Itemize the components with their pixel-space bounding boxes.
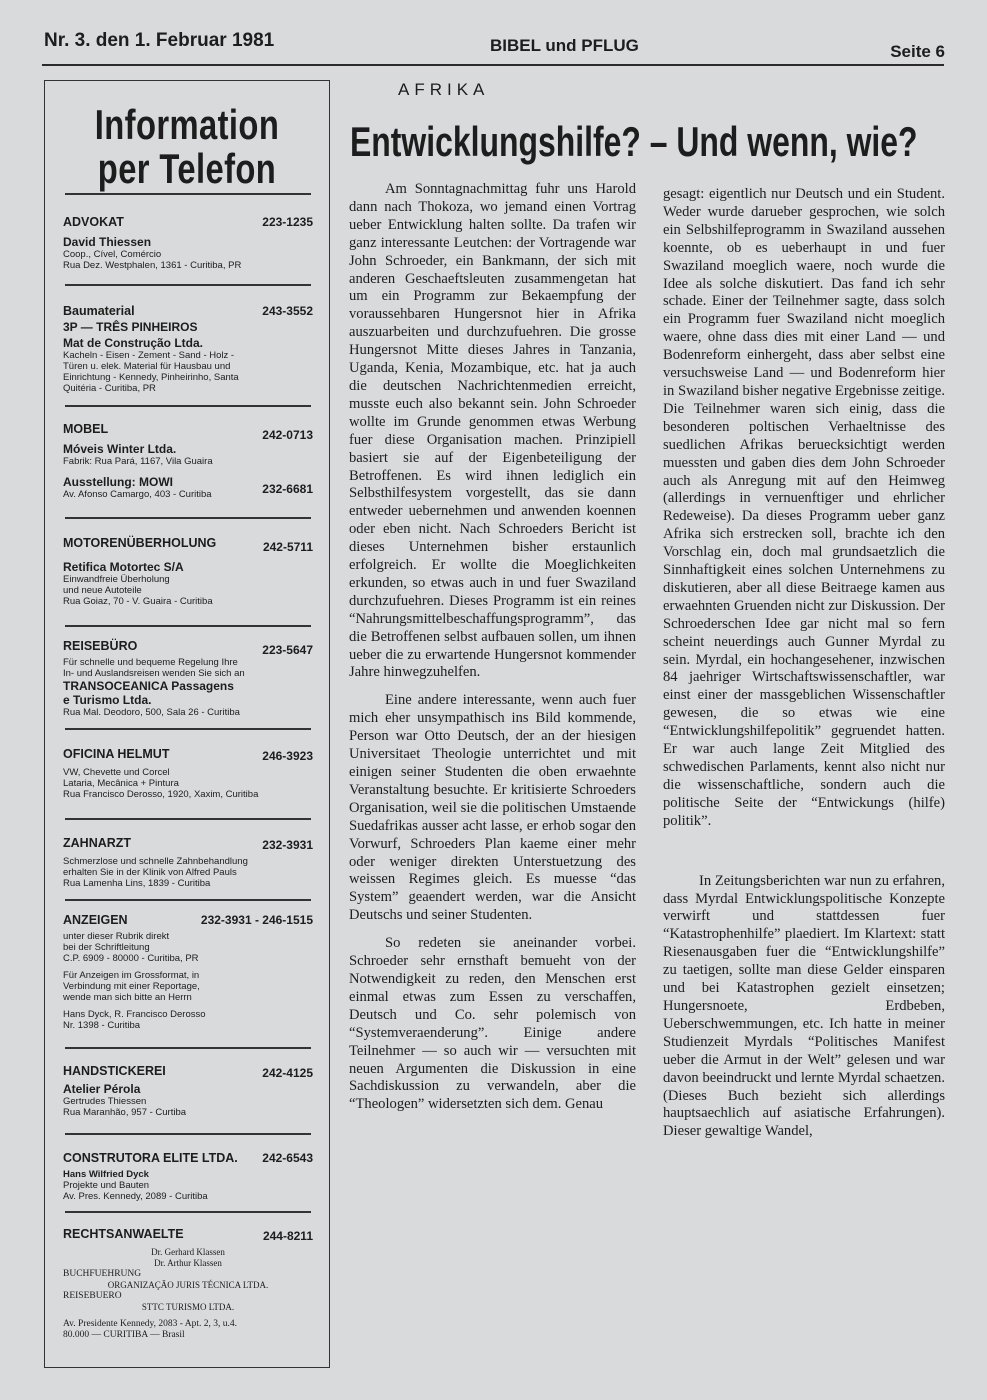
entry-line: und neue Autoteile [63,585,142,596]
directory-entry-mobel [63,422,313,500]
entry-line: Projekte und Bauten [63,1180,150,1191]
entry-phone: 242-4125 [262,1066,313,1080]
entry-line: REISEBUERO [63,1291,122,1301]
article-paragraph: Am Sonntagnachmittag fuhr uns Harold dann nach Thokoza, wo jemand einen Vortrag ueber Entwicklung halten sollte. Da trafen wir ganz interessante Leutchen: der Vortragende war John Schroeder, ein Bankmann, der sich mit anderen Geschaeftsleuten zusammengetan hat um ein Programm zur Bekaempfung der voraussehbaren Hungersnot hier in Afrika auszuarbeiten und durchzufuehren. Die grosse Hungersnot Mitte dieses Jahres in Tanzania, Uganda, Kenia, Mozambique, etc. hat ja auch die deutschen Nachrichtenmedien erreicht, musste euch also bekannt sein. John Schroeder wollte im Grunde genommen etwas Werbung fuer diese Organisation machen. Prinzipiell basiert sie auf der Eigenbeteiligung der Betroffenen. Es wird ihnen lediglich ein Selbsthilfesystem vorgestellt, das sie dann entweder uebernehmen und anwenden koennen oder eben nicht. Nach Schroeders Bericht ist dieses Unternehmen bisher erstaunlich erfolgreich. Er wollte die Moeglichkeiten erkunden, so etwas auch in und fuer Swaziland durchzufuehren. Dieses Programm ist ein reines “Nahrungsmittelbeschaffungsprogramm”, das die Betroffenen selbst aufbauen sollen, um ihnen ueber die zu erwartende Hungersnot kommender Jahre hinwegzuhelfen. [349,181,636,681]
entry-line: Dr. Gerhard Klassen [151,1247,225,1257]
article-headline: Entwicklungshilfe? – Und wenn, wie? [350,118,918,165]
entry-name: TRANSOCEANICA Passagens [63,679,234,693]
entry-phone: 232-3931 - 246-1515 [200,913,313,927]
directory-rule [65,193,311,195]
entry-phone: 223-1235 [262,215,313,229]
entry-phone: 242-6543 [262,1151,313,1165]
entry-phone: 242-5711 [262,540,313,554]
entry-name: Retifica Motortec S/A [63,560,184,574]
directory-rule [65,1047,311,1049]
entry-line: Av. Pres. Kennedy, 2089 - Curitiba [63,1191,208,1202]
directory-title [76,103,298,191]
directory-rule [65,625,311,627]
directory-entry-motoren [63,536,313,607]
entry-line: Rua Dez. Westphalen, 1361 - Curitiba, PR [63,260,242,271]
entry-line: Schmerzlose und schnelle Zahnbehandlung [63,856,248,867]
entry-line: Türen u. elek. Material für Hausbau und [63,361,231,372]
directory-rule [65,1133,311,1135]
entry-phone: 223-5647 [262,643,313,657]
article-paragraph: Eine andere interessante, wenn auch fuer mich eher unsympathisch ins Bild kommende, Person war Otto Deutsch, der an der hiesigen Universitaet Theologie unterrichtet und mit einigen seiner Studenten die oben erwaehnte Veranstaltung besuchte. Er kritisierte Schroeders Organisation, weil sie die politischen Umstaende Suedafrikas ausser acht lasse, er erhob sogar den Vorwurf, Schroeders Plan kaeme einer mehr oder weniger direkten Unterstuetzung des weissen Regimes gleich. Es muesse “das System” geaendert werden, war die Ansicht Deutschs und seiner Studenten. [349,692,636,924]
entry-line: VW, Chevette und Corcel [63,767,170,778]
entry-line: Dr. Arthur Klassen [154,1258,222,1268]
directory-rule [65,405,311,407]
entry-category: MOBEL [63,422,109,436]
entry-line: Für Anzeigen im Grossformat, in [63,970,200,981]
entry-name: Mat de Construção Ltda. [63,336,204,350]
directory-rule [65,1211,311,1213]
entry-name: 3P — TRÊS PINHEIROS [63,320,198,334]
article-paragraph: So redeten sie aneinander vorbei. Schroeder sehr ernsthaft bemueht von der Notwendigkeit zu reden, den Menschen erst einmal etwas zum Essen zu verschaffen, Deutsch und Co. sehr polemisch von “Systemveraenderung”. Einige andere Teilnehmer — so auch wir — versuchten mit neuen Argumenten die Diskussion in eine Sachdiskussion zu verwandeln, aber die “Theologen” widersetzten sich dem. Genau [349,935,636,1113]
directory-entry-zahnarzt [63,836,313,889]
entry-phone: 232-6681 [262,482,313,496]
issue-date: Nr. 3. den 1. Februar 1981 [44,30,275,51]
entry-name: Ausstellung: MOWI [63,475,173,489]
directory-entry-anzeigen [63,913,313,1031]
entry-category: HANDSTICKEREI [63,1064,166,1078]
header-rule [42,64,944,66]
entry-line: Av. Presidente Kennedy, 2083 - Apt. 2, 3, u.4. [63,1319,238,1329]
entry-category: CONSTRUTORA ELITE LTDA. [63,1151,238,1165]
entry-category: Baumaterial [63,304,135,318]
directory-entry-baumaterial [63,304,313,394]
directory-rule [65,284,311,286]
entry-line: bei der Schriftleitung [63,942,150,953]
article-column-1 [349,181,636,1114]
entry-line: Rua Lamenha Lins, 1839 - Curitiba [63,878,211,889]
entry-line: Lataria, Mecânica + Pintura [63,778,179,789]
directory-title-line1: Information [94,101,280,148]
directory-rule [65,728,311,730]
entry-line: Nr. 1398 - Curitiba [63,1020,141,1031]
directory-entry-rechtsanwaelte [63,1227,313,1341]
phone-directory-box [44,80,330,1368]
directory-rule [65,818,311,820]
directory-entry-reiseburo [63,639,313,718]
newspaper-name: BIBEL und PFLUG [490,36,639,55]
directory-entry-oficina [63,747,313,800]
entry-line: Für schnelle und bequeme Regelung Ihre [63,657,238,668]
entry-line: Einwandfreie Überholung [63,574,170,585]
entry-name: David Thiessen [63,235,152,249]
entry-line: wende man sich bitte an Herrn [63,992,192,1003]
entry-phone: 232-3931 [262,838,313,852]
article-paragraph: gesagt: eigentlich nur Deutsch und ein Student. Weder wurde darueber gesprochen, wie solch ein Selbshilfeprogramm in Swaziland aussehen koennte, ob es ueberhaupt in und fuer Swaziland moeglich waere, noch wurde die Idee als solche diskutiert. Das fand ich sehr schade. Einer der Teilnehmer sagte, dass solch ein Programm fuer Swaziland nicht moeglich waere, ohne dass dies mit einer Land — und Bodenreform einhergeht, dass aber selbst eine versuchsweise Land — und Bodenreform hier in Swaziland bisher negative Ergebnisse zeitige. Die Teilnehmer waren sich einig, dass die besonderen poltischen Verhaeltnisse des suedlichen Afrikas beruecksichtigt werden muessten und gaben dies dem John Schroeder auch als Anregung mit auf den Heimweg (allerdings in vernuenftiger und ehrlicher Redeweise). Da dieses Programm ueber ganz Afrika sich erstrecken soll, brachte ich den Vorschlag ein, doch mal grundsaetzlich die Sinnhaftigkeit eines solchen Unternehmens zu diskutieren, aber all diese Beitraege kamen aus erwaehnten Gruenden nicht zur Diskussion. Der Schroederschen Idee gar nicht mal so fern scheint neuerdings auch Gunner Myrdal zu sein. Myrdal, ein hochangesehener, inzwischen 84 jaehriger Wirtschaftswissenschaftler, war einst einer der massgeblichen Wissenschaftler gewesen, die so etwas wie eine “Entwicklungshilfepolitik” gegruendet hatten. Er war auch lange Zeit Mitglied des schwedischen Parlaments, kennt also nicht nur die wissenschaftliche, sondern auch die politische Seite der “Entwickungs (hilfe) politik”. [663,186,945,829]
entry-line: C.P. 6909 - 80000 - Curitiba, PR [63,953,199,964]
entry-line: Kacheln - Eisen - Zement - Sand - Holz - [63,350,235,361]
entry-name: Móveis Winter Ltda. [63,442,177,456]
entry-line: Hans Wilfried Dyck [63,1169,149,1180]
article-paragraph: In Zeitungsberichten war nun zu erfahren, dass Myrdal Entwicklungspolitische Konzepte verwirft und stattdessen fuer “Katastrophenhilfe” plaediert. Im Klartext: statt Riesenausgaben fuer die “Entwicklungshilfe” zu taetigen, sollte man diese Gelder einsparen und bei Katastrophen gezielt einsetzen; Hungersnoete, Erdbeben, Ueberschwemmungen, etc. Ich hatte in meiner Studienzeit Myrdals “Politisches Manifest ueber die Armut in der Welt” gelesen und war davon beeindruckt und lernte Myrdal schaetzen. (Dieses Buch bezieht sich allerdings hauptsaechlich auf asiatische Erfahrungen). Dieser gewaltige Wandel, [663,872,945,1140]
entry-category: REISEBÜRO [63,639,138,653]
entry-line: Quitéria - Curitiba, PR [63,383,156,394]
entry-line: Gertrudes Thiessen [63,1096,147,1107]
directory-entry-advokat [63,215,313,271]
entry-category: OFICINA HELMUT [63,747,170,761]
entry-line: erhalten Sie in der Klinik von Alfred Pauls [63,867,237,878]
page-number: Seite 6 [890,42,945,61]
entry-phone: 242-0713 [262,428,313,442]
entry-category: RECHTSANWAELTE [63,1227,184,1241]
entry-phone: 246-3923 [262,749,313,763]
entry-line: BUCHFUEHRUNG [63,1269,142,1279]
entry-line: Einrichtung - Kennedy, Pinheirinho, Santa [63,372,239,383]
entry-phone: 243-3552 [262,304,313,318]
entry-line: Av. Afonso Camargo, 403 - Curitiba [63,489,212,500]
directory-title-line2: per Telefon [97,145,277,192]
entry-line: Rua Maranhão, 957 - Curtiba [63,1107,187,1118]
directory-rule [65,517,311,519]
directory-entry-construtora [63,1151,313,1202]
entry-phone: 244-8211 [262,1229,313,1243]
entry-line: Coop., Cível, Comércio [63,249,162,260]
entry-line: Rua Goiaz, 70 - V. Guaira - Curitiba [63,596,213,607]
entry-line: Fabrik: Rua Pará, 1167, Vila Guaira [63,456,213,467]
section-kicker: AFRIKA [398,80,490,99]
entry-name: Atelier Pérola [63,1082,141,1096]
directory-entry-handstickerei [63,1064,313,1118]
entry-category: ANZEIGEN [63,913,128,927]
entry-name: e Turismo Ltda. [63,693,152,707]
entry-line: Rua Mal. Deodoro, 500, Sala 26 - Curitiba [63,707,240,718]
entry-line: In- und Auslandsreisen wenden Sie sich an [63,668,245,679]
entry-line: unter dieser Rubrik direkt [63,931,170,942]
entry-category: ADVOKAT [63,215,124,229]
article-column-2 [663,186,945,1141]
entry-line: Hans Dyck, R. Francisco Derosso [63,1009,206,1020]
directory-rule [65,899,311,901]
entry-line: STTC TURISMO LTDA. [141,1302,235,1312]
entry-line: 80.000 — CURITIBA — Brasil [63,1330,185,1340]
entry-category: MOTORENÜBERHOLUNG [63,536,217,550]
entry-category: ZAHNARZT [63,836,132,850]
entry-line: ORGANIZAÇÃO JURIS TÉCNICA LTDA. [107,1280,269,1290]
entry-line: Verbindung mit einer Reportage, [63,981,200,992]
entry-line: Rua Francisco Derosso, 1920, Xaxim, Curitiba [63,789,259,800]
